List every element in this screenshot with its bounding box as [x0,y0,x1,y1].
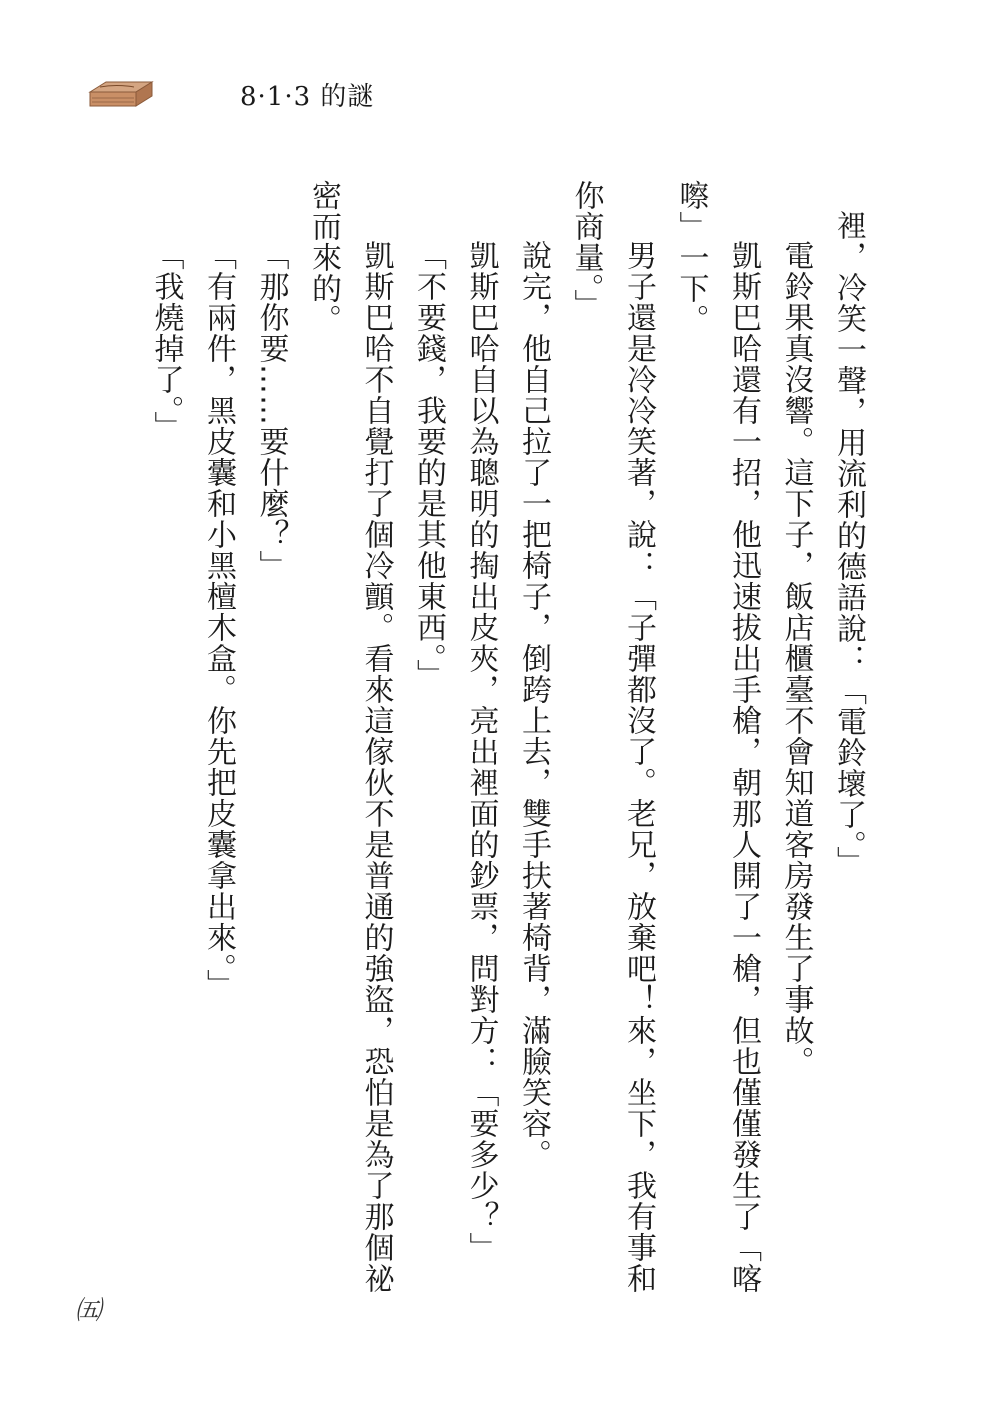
paragraph: 說完，他自己拉了一把椅子，倒跨上去，雙手扶著椅背，滿臉笑容。 [516,240,551,1170]
paragraph: 「那你要……要什麼？」 [253,240,289,581]
paragraph: 凱斯巴哈不自覺打了個冷顫。看來這傢伙不是普通的強盜，恐怕是為了那個祕密而來的。 [306,180,394,1294]
paragraph: 「有兩件，黑皮囊和小黑檀木盒。你先把皮囊拿出來。」 [201,240,236,1000]
paragraph: 裡，冷笑一聲，用流利的德語說：「電鈴壞了。」 [831,210,866,877]
paragraph: 凱斯巴哈自以為聰明的掏出皮夾，亮出裡面的鈔票，問對方：「要多少？」 [463,240,499,1263]
page-number: ㈤ [75,1296,102,1326]
vertical-body-text [114,180,874,1300]
running-header [80,74,480,114]
chapter-title: 8·1·3 的謎 [240,82,375,112]
book-icon [86,78,156,110]
paragraph: 電鈴果真沒響。這下子，飯店櫃臺不會知道客房發生了事故。 [778,240,814,1077]
paragraph: 凱斯巴哈還有一招，他迅速拔出手槍，朝那人開了一槍，但也僅僅發生了「喀嚓」一下。 [673,180,761,1294]
paragraph: 「不要錢，我要的是其他東西。」 [411,240,446,690]
paragraph: 「我燒掉了。」 [148,240,184,442]
paragraph: 男子還是冷冷笑著，說：「子彈都沒了。老兄，放棄吧！來，坐下，我有事和你商量。」 [568,180,656,1294]
